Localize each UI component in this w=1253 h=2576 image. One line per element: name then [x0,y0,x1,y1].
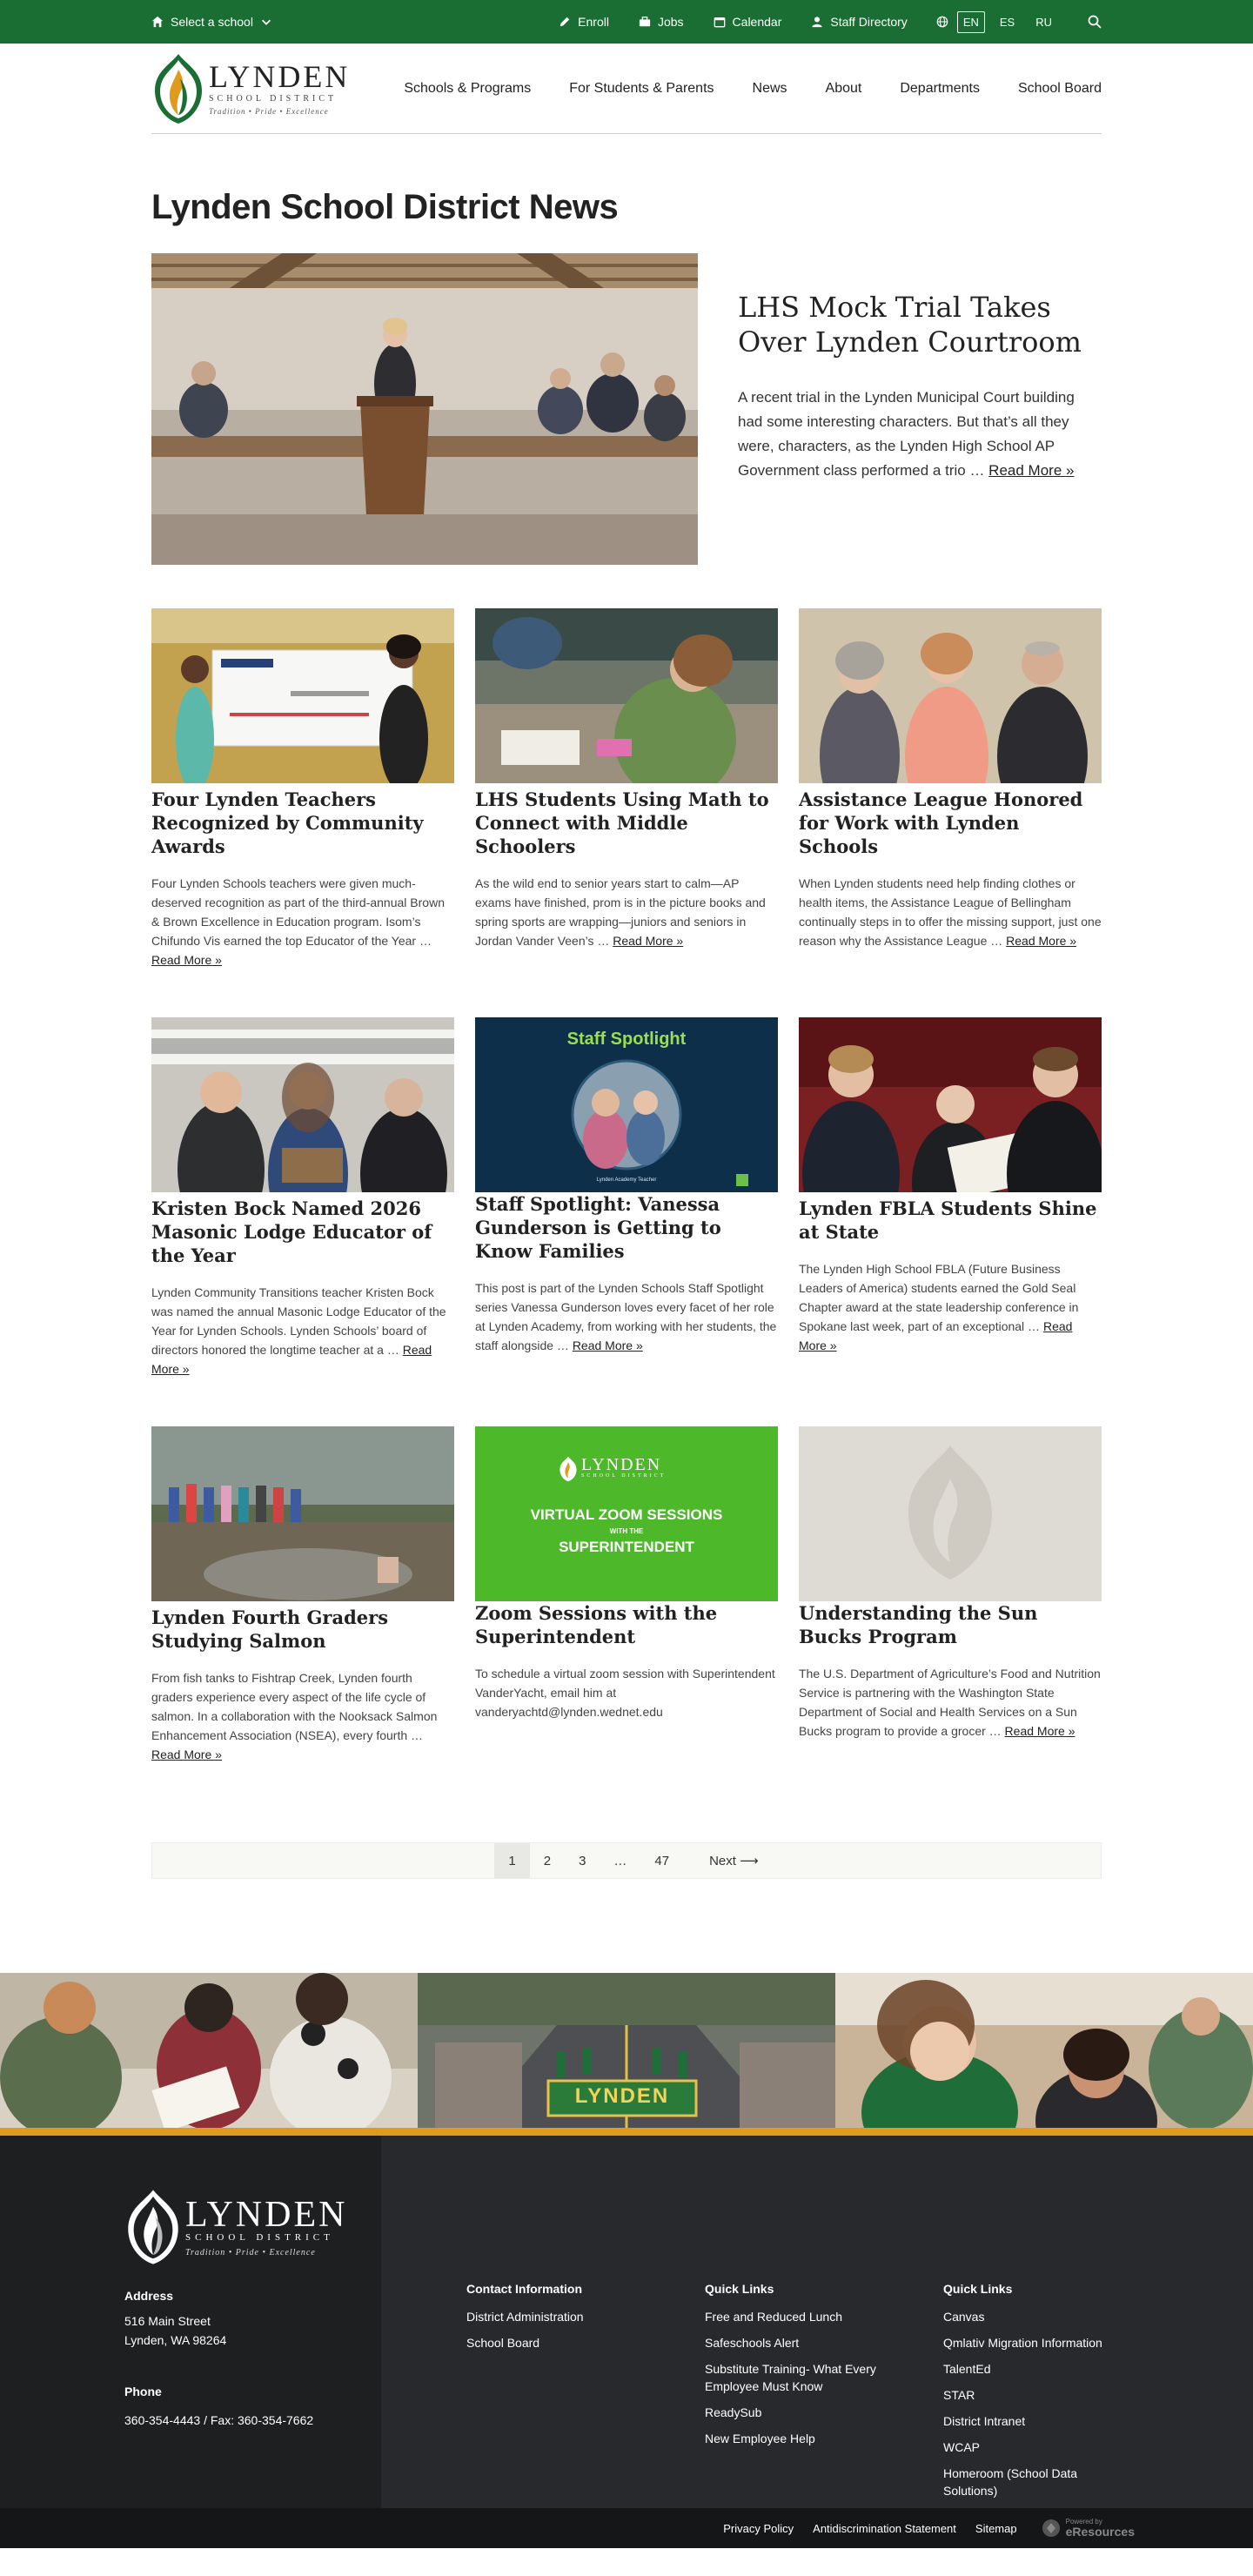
footer-link-free-reduced-lunch[interactable]: Free and Reduced Lunch [705,2310,842,2324]
calendar-label: Calendar [732,15,782,29]
footer-link-talented[interactable]: TalentEd [943,2362,991,2376]
main-nav [404,81,1102,97]
article-text: The U.S. Department of Agriculture’s Food and Nutrition Service is partnering with the Washington State Department of Social and Health Services on a Sun Bucks program to provide a grocer … [799,1667,1101,1738]
main-content [151,188,1102,1879]
footer-address-line-2: Lynden, WA 98264 [124,2333,227,2347]
read-more-link[interactable]: Read More » [151,1748,222,1761]
featured-article-title[interactable]: LHS Mock Trial Takes Over Lynden Courtroom [738,291,1082,359]
article-card [475,1017,778,1426]
article-image[interactable] [151,1590,454,1605]
site-header [151,44,1102,134]
article-title[interactable]: Four Lynden Teachers Recognized by Community Awards [151,788,424,857]
page-3-button[interactable]: 3 [579,1853,586,1868]
read-more-link[interactable]: Read More » [151,1343,432,1376]
article-text: Lynden Community Transitions teacher Kristen Bock was named the annual Masonic Lodge Educator of the Year for Lynden Schools. Lynden Schools’ board of directors honored the longtime teacher at a … [151,1285,446,1357]
footer-link-district-administration[interactable]: District Administration [466,2310,584,2324]
read-more-link[interactable]: Read More » [799,1319,1073,1352]
article-excerpt [151,874,454,969]
footer-link-substitute-training[interactable]: Substitute Training- What Every Employee Must Know [705,2362,876,2393]
enroll-label: Enroll [578,15,609,29]
nav-students-parents[interactable]: For Students & Parents [569,80,714,96]
logo-subtitle: SCHOOL DISTRICT [209,94,338,104]
footer-contact-heading: Contact Information [466,2282,582,2296]
article-excerpt [475,1278,778,1355]
footer-link-canvas[interactable]: Canvas [943,2310,985,2324]
footer-logo-subtitle: SCHOOL DISTRICT [185,2231,334,2243]
footer-contact-column [466,2282,705,2508]
flame-shield-icon [151,52,205,125]
nav-schools-programs[interactable]: Schools & Programs [404,80,532,96]
eresources-logo-icon [1042,2519,1061,2538]
chevron-down-icon [260,16,272,28]
article-text: From fish tanks to Fishtrap Creek, Lynden fourth graders experience every aspect of the life cycle of salmon. In a collaboration with the Nooksack Salmon Enhancement Association (NSEA), every fourth … [151,1671,438,1742]
page-47-button[interactable]: 47 [654,1853,670,1868]
nav-news[interactable]: News [752,80,787,96]
article-card [799,1017,1102,1426]
footer-link-star[interactable]: STAR [943,2388,975,2402]
article-text: The Lynden High School FBLA (Future Business Leaders of America) students earned the Gold Seal Chapter award at the state leadership conference in Spokane last week, part of an exceptional … [799,1262,1079,1333]
search-icon [1088,15,1102,29]
article-excerpt [799,1664,1102,1741]
band-photo-fans [835,1973,1253,2128]
nav-school-board[interactable]: School Board [1017,80,1102,96]
jobs-label: Jobs [657,15,684,29]
article-title[interactable]: Staff Spotlight: Vanessa Gunderson is Getting to Know Families [475,1193,721,1262]
zoom-line-2: WITH THE [609,1527,644,1535]
briefcase-icon [639,16,651,28]
article-title[interactable]: Understanding the Sun Bucks Program [799,1602,1038,1647]
user-icon [811,16,823,28]
article-text: This post is part of the Lynden Schools Staff Spotlight series Vanessa Gunderson loves every facet of her role at Lynden Academy, from working with her students, the staff alongside … [475,1281,777,1352]
powered-by-link[interactable] [1042,2519,1135,2538]
photo-band [0,1973,1253,2128]
read-more-link[interactable]: Read More » [613,934,684,948]
band-banner-text: LYNDEN [574,2084,670,2108]
article-title[interactable]: Zoom Sessions with the Superintendent [475,1602,718,1647]
band-photo-parade [418,1973,835,2128]
footer-link-qmlativ[interactable]: Qmlativ Migration Information [943,2336,1102,2350]
placeholder-logo-icon [799,1426,1102,1601]
pencil-icon [559,16,571,28]
footer-quick-links-column-1 [705,2282,943,2508]
antidiscrimination-link[interactable]: Antidiscrimination Statement [813,2521,956,2535]
footer-address-line-1: 516 Main Street [124,2314,211,2328]
globe-icon [936,16,948,28]
bottom-bar [0,2508,1253,2548]
school-selector[interactable] [151,15,272,29]
spotlight-heading: Staff Spotlight [566,1030,687,1049]
article-title[interactable]: Lynden FBLA Students Shine at State [799,1197,1097,1243]
article-card [799,1426,1102,1835]
read-more-link[interactable]: Read More » [151,953,222,967]
article-text: Four Lynden Schools teachers were given much-deserved recognition as part of the third-annual Brown & Brown Excellence in Education program. Isom’s Chifundo Vis earned the top Educator of the Year … [151,876,445,948]
article-card [475,608,778,1017]
powered-by-label: Powered by [1065,2518,1102,2526]
article-title[interactable]: LHS Students Using Math to Connect with Middle Schoolers [475,788,769,857]
band-photo-students [0,1973,418,2128]
district-logo[interactable] [151,52,350,125]
footer-logo-tagline: Tradition • Pride • Excellence [185,2247,316,2257]
pagination [151,1842,1102,1879]
lang-es-button[interactable]: ES [999,15,1015,29]
nav-about[interactable]: About [825,80,862,96]
footer-quick-links-heading: Quick Links [705,2282,774,2296]
featured-article-excerpt [738,386,1102,483]
sitemap-link[interactable]: Sitemap [975,2521,1017,2535]
home-icon [151,16,164,28]
lang-en-button[interactable]: EN [957,11,985,33]
page-1-button[interactable]: 1 [494,1843,529,1878]
article-image[interactable] [475,772,778,787]
footer-quick-links-column-2 [943,2282,1182,2508]
footer-link-safeschools-alert[interactable]: Safeschools Alert [705,2336,800,2350]
utility-bar [0,0,1253,44]
language-switcher [922,11,1058,33]
article-text: When Lynden students need help finding clothes or health items, the Assistance League of Bellingham continually steps in to offer the missing support, just one reason why the Assistance League … [799,876,1102,948]
article-grid [151,608,1102,1835]
article-text: As the wild end to senior years start to calm—AP exams have finished, prom is in the picture books and spring sports are wrapping—juniors and seniors in Jordan Vander Veen’s … [475,876,766,948]
article-image[interactable] [799,1426,1102,1601]
article-excerpt [151,1283,454,1379]
featured-article-text: A recent trial in the Lynden Municipal Court building had some interesting characters. But that’s all they were, characters, as the Lynden High School AP Government class performed a trio … [738,389,1075,479]
article-title[interactable]: Lynden Fourth Graders Studying Salmon [151,1607,389,1652]
article-card [799,608,1102,1017]
article-card [475,1426,778,1835]
jobs-link[interactable] [624,15,699,29]
article-title[interactable]: Assistance League Honored for Work with Lynden Schools [799,788,1083,857]
footer-logo-name: LYNDEN [185,2194,348,2235]
spotlight-caption: Lynden Academy Teacher [596,1177,657,1183]
lang-ru-button[interactable]: RU [1035,15,1052,29]
article-image[interactable] [151,1181,454,1196]
zoom-logo-name: LYNDEN [581,1455,662,1474]
article-excerpt [475,1664,778,1721]
article-excerpt [475,874,778,950]
page-ellipsis: … [613,1853,627,1868]
article-title[interactable]: Kristen Bock Named 2026 Masonic Lodge Educator of the Year [151,1197,432,1266]
logo-name: LYNDEN [209,59,351,94]
site-footer [0,2136,1253,2508]
read-more-link[interactable]: Read More » [1006,934,1077,948]
article-image[interactable] [151,772,454,787]
footer-phone-heading: Phone [124,2385,162,2398]
article-image[interactable] [475,1426,778,1601]
read-more-link[interactable]: Read More » [1004,1724,1075,1738]
calendar-icon [714,16,726,28]
footer-quick-links-heading: Quick Links [943,2282,1013,2296]
article-card [151,1017,454,1426]
eresources-label: eResources [1065,2525,1135,2539]
footer-accent-bar [0,2128,1253,2136]
footer-link-homeroom[interactable]: Homeroom (School Data Solutions) [943,2466,1078,2498]
article-excerpt [799,874,1102,950]
read-more-link[interactable]: Read More » [572,1338,643,1352]
article-excerpt [151,1668,454,1764]
article-excerpt [799,1259,1102,1355]
footer-link-school-board[interactable]: School Board [466,2336,540,2350]
staff-directory-label: Staff Directory [830,15,908,29]
read-more-link[interactable]: Read More » [988,462,1075,479]
footer-link-new-employee-help[interactable]: New Employee Help [705,2432,815,2445]
footer-address-heading: Address [124,2289,174,2303]
privacy-policy-link[interactable]: Privacy Policy [723,2521,794,2535]
footer-link-readysub[interactable]: ReadySub [705,2405,762,2419]
flame-shield-icon [559,1456,578,1482]
logo-tagline: Tradition • Pride • Excellence [209,107,329,116]
featured-article-image[interactable] [151,253,698,565]
article-image[interactable] [475,1017,778,1192]
article-image[interactable] [799,772,1102,787]
search-button[interactable] [1088,15,1102,29]
calendar-link[interactable] [699,15,797,29]
zoom-logo-subtitle: SCHOOL DISTRICT [581,1473,667,1479]
zoom-line-1: VIRTUAL ZOOM SESSIONS [530,1506,723,1523]
footer-phone: 360-354-4443 / Fax: 360-354-7662 [124,2413,314,2427]
page-title: Lynden School District News [151,188,619,226]
next-page-button[interactable]: Next ⟶ [709,1854,759,1868]
enroll-link[interactable] [544,15,624,29]
article-text: To schedule a virtual zoom session with Superintendent VanderYacht, email him at vanderyachtd@lynden.wednet.edu [475,1667,775,1719]
footer-logo[interactable] [124,2188,381,2266]
footer-link-district-intranet[interactable]: District Intranet [943,2414,1026,2428]
staff-directory-link[interactable] [796,15,921,29]
footer-link-wcap[interactable]: WCAP [943,2440,980,2454]
zoom-line-3: SUPERINTENDENT [559,1539,694,1555]
featured-article [151,253,1102,565]
page-2-button[interactable]: 2 [543,1853,552,1868]
article-image[interactable] [799,1181,1102,1196]
flame-shield-icon [124,2188,182,2266]
article-card [151,608,454,1017]
nav-departments[interactable]: Departments [900,80,980,96]
article-card [151,1426,454,1835]
school-selector-label: Select a school [171,15,253,29]
